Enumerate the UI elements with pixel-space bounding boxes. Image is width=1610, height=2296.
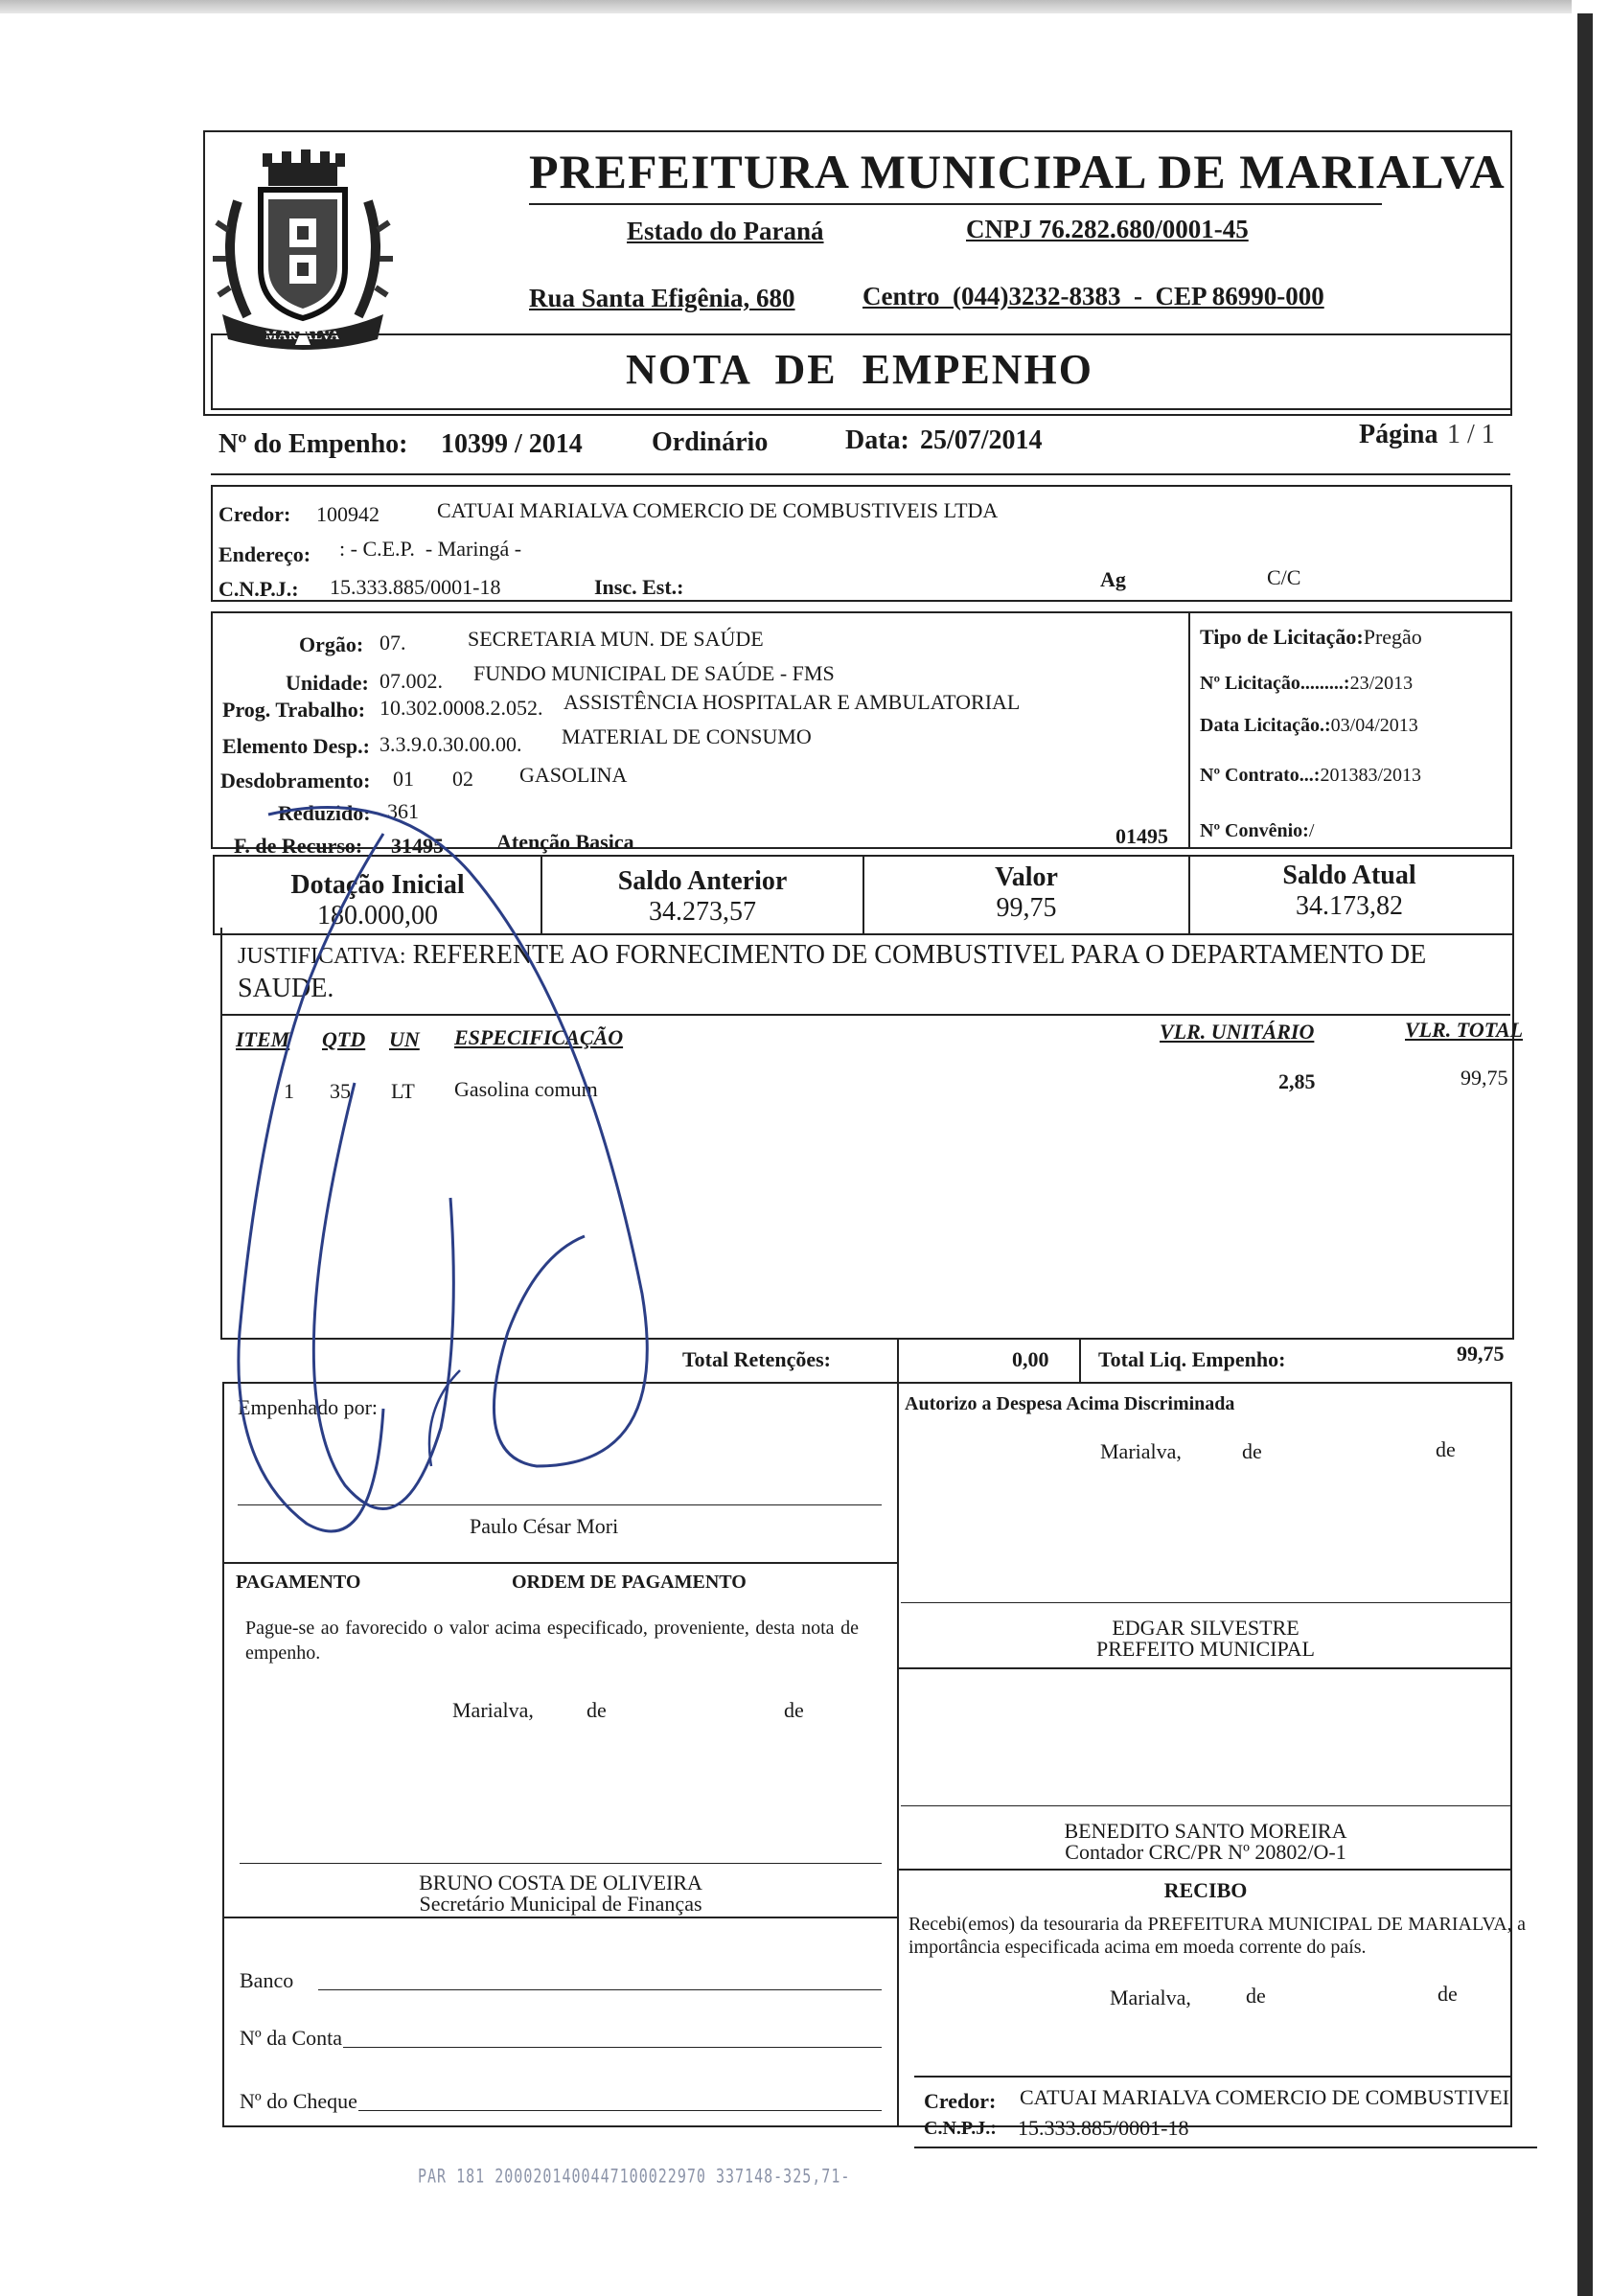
address-label: Rua Santa Efigênia, 680: [529, 284, 795, 312]
liq-value: 99,75: [1457, 1342, 1505, 1366]
saldo-anterior-value: 34.273,57: [649, 897, 756, 927]
elemento-name: MATERIAL DE CONSUMO: [562, 724, 812, 748]
item-row-total: 99,75: [1460, 1066, 1508, 1090]
liq-label: Total Liq. Empenho:: [1098, 1347, 1286, 1371]
autorizo-de1: de: [1242, 1439, 1262, 1463]
desdob-a: 01: [393, 767, 414, 791]
page-label: Página: [1359, 420, 1438, 449]
prefeito-name: EDGAR SILVESTRE: [1112, 1616, 1300, 1640]
elemento-label: Elemento Desp.:: [222, 734, 370, 758]
lower-right-border: [1510, 1382, 1512, 2127]
empenho-number: 10399 / 2014: [441, 429, 583, 459]
contador-signature-line: [901, 1805, 1510, 1806]
unidade-label: Unidade:: [286, 671, 369, 695]
orgao-name: SECRETARIA MUN. DE SAÚDE: [468, 627, 764, 651]
empenho-date-label: Data:: [845, 425, 909, 455]
saldo-anterior-label: Saldo Anterior: [617, 866, 788, 896]
item-row-item: 1: [284, 1079, 294, 1103]
prefeito-role: PREFEITO MUNICIPAL: [1096, 1637, 1315, 1661]
totals-div-2: [1079, 1338, 1081, 1384]
tipo-licitacao-label: Tipo de Licitação:Pregão: [1200, 625, 1422, 649]
credor-footer-label: Credor:: [924, 2089, 997, 2113]
pagamento-text: Pague-se ao favorecido o valor acima especificado, proveniente, desta nota de empenho.: [245, 1618, 859, 1664]
authentication-stamp: PAR 181 2000201400447100022970 337148-325,71-: [418, 2165, 851, 2188]
credor-label: Credor:: [218, 502, 291, 526]
recurso-code: 01495: [1116, 824, 1168, 848]
credor-footer-top: [914, 2076, 1510, 2078]
page-title: PREFEITURA MUNICIPAL DE MARIALVA: [529, 145, 1506, 198]
desdob-label: Desdobramento:: [220, 769, 371, 792]
justificativa-line1: REFERENTE AO FORNECIMENTO DE COMBUSTIVEL PARA O DEPARTAMENTO DE: [412, 940, 1427, 970]
valor-value: 99,75: [996, 893, 1057, 923]
recibo-text: Recebi(emos) da tesouraria da PREFEITURA MUNICIPAL DE MARIALVA, a importância especificada acima em moeda corrente do país.: [908, 1914, 1526, 1958]
pagamento-de2: de: [784, 1698, 804, 1722]
recibo-de2: de: [1438, 1982, 1458, 2006]
credor-address: : - C.E.P. - Maringá -: [339, 537, 522, 561]
dotacao-value: 180.000,00: [317, 901, 438, 930]
item-row-unit: 2,85: [1278, 1069, 1316, 1093]
credor-code: 100942: [316, 502, 380, 526]
handwritten-signature: [220, 795, 719, 1581]
pagamento-label: PAGAMENTO: [236, 1572, 361, 1593]
orgao-code: 07.: [380, 631, 406, 654]
col-header-un: UN: [389, 1027, 420, 1051]
unidade-code: 07.002.: [380, 669, 443, 693]
ordem-pagamento-label: ORDEM DE PAGAMENTO: [512, 1572, 747, 1593]
dotacao-label: Dotação Inicial: [290, 870, 465, 900]
credor-cnpj: 15.333.885/0001-18: [330, 575, 501, 599]
prog-label: Prog. Trabalho:: [222, 698, 366, 722]
item-row-un: LT: [391, 1079, 415, 1103]
recurso-label: F. de Recurso:: [234, 834, 363, 858]
empenhado-label: Empenhado por:: [238, 1395, 379, 1419]
state-label: Estado do Paraná: [627, 217, 824, 245]
totals-div-1: [897, 1338, 899, 1384]
recurso-name: Atenção Basica: [496, 830, 634, 854]
retencoes-value: 0,00: [1012, 1347, 1049, 1371]
title-underline: [529, 203, 1382, 205]
prog-name: ASSISTÊNCIA HOSPITALAR E AMBULATORIAL: [564, 690, 1021, 714]
col-header-especificacao: ESPECIFICAÇÃO: [454, 1025, 624, 1049]
contador-name: BENEDITO SANTO MOREIRA: [1064, 1819, 1347, 1843]
lower-mid-divider: [897, 1382, 899, 2127]
unidade-name: FUNDO MUNICIPAL DE SAÚDE - FMS: [473, 661, 835, 685]
pagamento-de1: de: [586, 1698, 607, 1722]
autorizo-label: Autorizo a Despesa Acima Discriminada: [905, 1393, 1235, 1414]
data-licitacao-label: Data Licitação.:03/04/2013: [1200, 715, 1418, 736]
credor-footer-cnpj-label: C.N.P.J.:: [924, 2118, 997, 2139]
secretario-role: Secretário Municipal de Finanças: [419, 1892, 702, 1916]
page-number: 1 / 1: [1447, 420, 1495, 449]
banco-top: [222, 1917, 897, 1918]
recibo-de1: de: [1246, 1984, 1266, 2008]
contrato-label: Nº Contrato...:201383/2013: [1200, 765, 1422, 786]
cc-label: C/C: [1267, 565, 1301, 589]
credor-name: CATUAI MARIALVA COMERCIO DE COMBUSTIVEIS LTDA: [437, 498, 999, 522]
col-header-item: ITEM: [236, 1027, 290, 1051]
reduzido-value: 361: [387, 799, 419, 823]
prog-code: 10.302.0008.2.052.: [380, 696, 543, 720]
conta-label: Nº da Conta: [240, 2026, 343, 2050]
justificativa-label: JUSTIFICATIVA:: [238, 944, 406, 969]
outer-bottom: [914, 2147, 1537, 2148]
autorizo-de2: de: [1436, 1437, 1456, 1461]
col-header-vlr-total: VLR. TOTAL: [1405, 1018, 1524, 1042]
contador-bottom: [899, 1869, 1510, 1871]
prefeito-bottom: [899, 1667, 1510, 1669]
secretario-name: BRUNO COSTA DE OLIVEIRA: [419, 1871, 702, 1894]
empenho-number-label: Nº do Empenho:: [218, 429, 408, 459]
justificativa-line2: SAUDE.: [238, 974, 334, 1003]
saldo-atual-label: Saldo Atual: [1282, 861, 1416, 890]
doc-title: NOTA DE EMPENHO: [626, 346, 1093, 393]
seal-banner-text: MARIALVA: [264, 328, 341, 342]
empenhado-name: Paulo César Mori: [470, 1514, 619, 1538]
autorizo-place: Marialva,: [1100, 1439, 1182, 1463]
recurso-value: 31495: [391, 834, 444, 858]
empenho-type: Ordinário: [652, 427, 769, 457]
scan-top-edge: [0, 0, 1572, 13]
cheque-label: Nº do Cheque: [240, 2089, 357, 2113]
prefeito-signature-line: [901, 1602, 1510, 1603]
saldo-atual-value: 34.173,82: [1296, 891, 1403, 921]
cnpj-label: CNPJ 76.282.680/0001-45: [966, 215, 1249, 243]
item-row-qtd: 35: [330, 1079, 351, 1103]
item-row-spec: Gasolina comum: [454, 1077, 598, 1101]
convenio-value: /: [1308, 820, 1315, 841]
district-phone-label: Centro (044)3232-8383 - CEP 86990-000: [862, 282, 1324, 310]
desdob-b: 02: [452, 767, 473, 791]
coat-of-arms-icon: [209, 144, 397, 355]
insc-label: Insc. Est.:: [594, 575, 684, 599]
elemento-code: 3.3.9.0.30.00.00.: [380, 732, 522, 756]
contrato-value: 201383/2013: [1320, 765, 1422, 786]
retencoes-label: Total Retenções:: [682, 1347, 831, 1371]
data-licitacao-value: 03/04/2013: [1330, 715, 1418, 736]
lower-bottom: [222, 2125, 1512, 2127]
convenio-label: Nº Convênio:/: [1200, 820, 1315, 841]
ag-label: Ag: [1100, 567, 1126, 591]
banco-label: Banco: [240, 1968, 294, 1992]
recibo-place: Marialva,: [1110, 1986, 1191, 2009]
contador-role: Contador CRC/PR Nº 20802/O-1: [1065, 1840, 1346, 1864]
credor-footer-name: CATUAI MARIALVA COMERCIO DE COMBUSTIVEI: [1020, 2085, 1509, 2109]
banco-line: [318, 1989, 882, 1990]
credor-cnpj-label: C.N.P.J.:: [218, 577, 299, 601]
valor-label: Valor: [995, 862, 1058, 892]
divider-empenho: [211, 473, 1510, 475]
num-licitacao-value: 23/2013: [1349, 673, 1414, 694]
recibo-title: RECIBO: [1163, 1878, 1248, 1902]
address-field-label: Endereço:: [218, 542, 311, 566]
scan-right-edge: [1577, 13, 1593, 2296]
tipo-licitacao-value: Pregão: [1363, 625, 1422, 649]
num-licitacao-label: Nº Licitação.........:23/2013: [1200, 673, 1414, 694]
secretario-signature-line: [240, 1863, 882, 1864]
reduzido-label: Reduzido:: [278, 801, 371, 825]
desdob-name: GASOLINA: [519, 763, 628, 787]
empenho-date: 25/07/2014: [920, 425, 1043, 455]
budget-divider: [1188, 613, 1190, 847]
conta-line: [343, 2047, 882, 2048]
col-header-qtd: QTD: [322, 1027, 366, 1051]
cheque-line: [358, 2110, 882, 2111]
col-header-vlr-unitario: VLR. UNITÁRIO: [1160, 1020, 1315, 1044]
orgao-label: Orgão:: [299, 632, 364, 656]
pagamento-place: Marialva,: [452, 1698, 534, 1722]
credor-footer-cnpj: 15.333.885/0001-18: [1018, 2116, 1189, 2140]
